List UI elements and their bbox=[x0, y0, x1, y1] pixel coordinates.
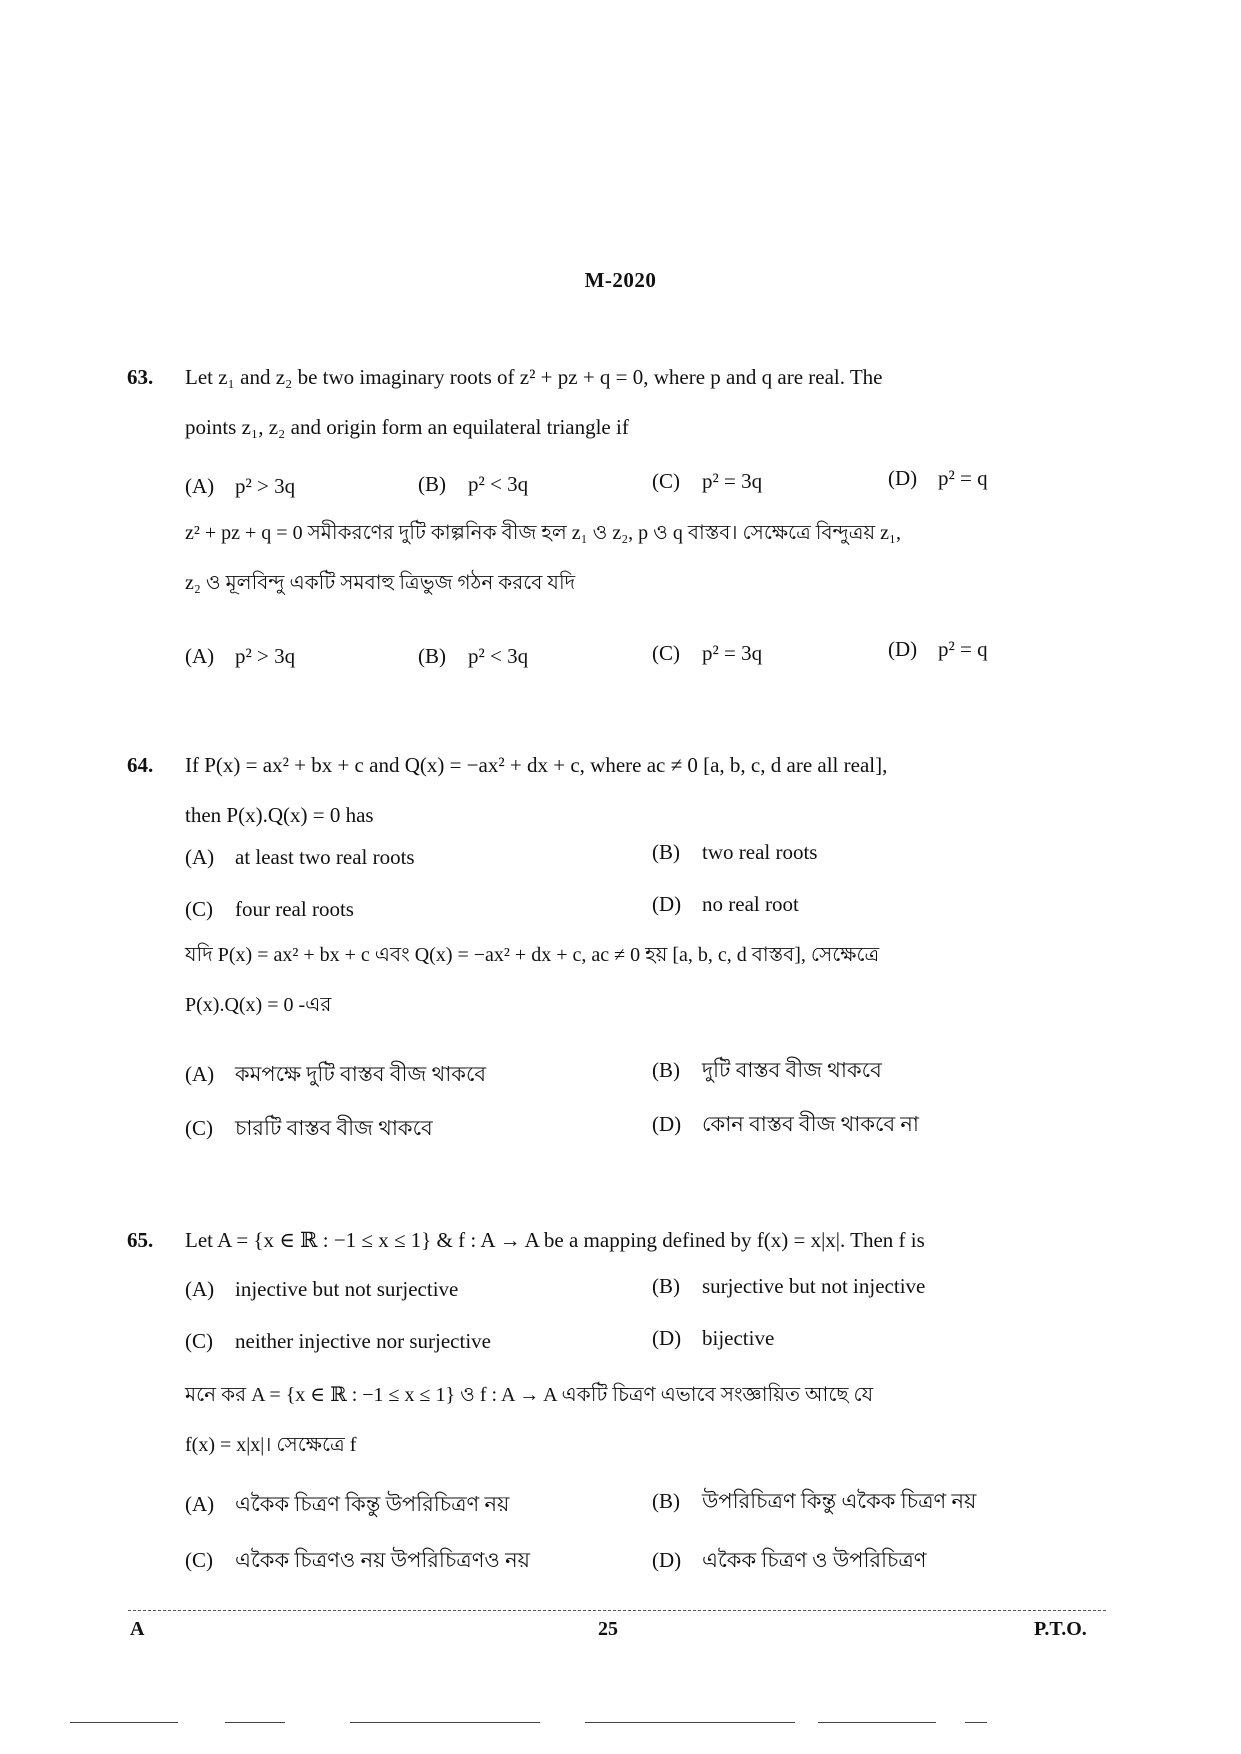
question-line: মনে কর A = {x ∈ ℝ : −1 ≤ x ≤ 1} ও f : A → A একটি চিত্রণ এভাবে সংজ্ঞায়িত আছে যে bbox=[185, 1384, 874, 1406]
question-line: points z₁, z₂ and origin form an equilateral triangle if bbox=[185, 415, 629, 439]
option-b: (B) দুটি বাস্তব বীজ থাকবে bbox=[652, 1058, 882, 1082]
question-text-bn bbox=[185, 508, 1085, 608]
option-c: (C) p² = 3q bbox=[652, 469, 763, 493]
scan-line bbox=[225, 1722, 285, 1723]
option-d: (D) p² = q bbox=[888, 637, 988, 661]
footer-divider bbox=[128, 1610, 1106, 1611]
question-line: If P(x) = ax² + bx + c and Q(x) = −ax² + dx + c, where ac ≠ 0 [a, b, c, d are all real], bbox=[185, 753, 888, 777]
page-number: 25 bbox=[598, 1618, 618, 1640]
question-text-en bbox=[185, 352, 1085, 452]
option-a: (A) কমপক্ষে দুটি বাস্তব বীজ থাকবে bbox=[185, 1062, 487, 1086]
question-line: Let A = {x ∈ ℝ : −1 ≤ x ≤ 1} & f : A → A be a mapping defined by f(x) = x|x|. Then f is bbox=[185, 1228, 925, 1252]
footer-right: P.T.O. bbox=[1034, 1618, 1087, 1640]
option-c: (C) চারটি বাস্তব বীজ থাকবে bbox=[185, 1116, 433, 1140]
question-line: f(x) = x|x|। সেক্ষেত্রে f bbox=[185, 1434, 357, 1456]
option-d: (D) কোন বাস্তব বীজ থাকবে না bbox=[652, 1112, 920, 1136]
option-a: (A) p² > 3q bbox=[185, 474, 296, 498]
question-text-en bbox=[185, 1215, 1085, 1265]
option-d: (D) p² = q bbox=[888, 466, 988, 490]
option-b: (B) p² < 3q bbox=[418, 644, 529, 668]
option-b: (B) two real roots bbox=[652, 840, 818, 864]
option-d: (D) no real root bbox=[652, 892, 799, 916]
question-text-bn bbox=[185, 930, 1085, 1030]
scan-line bbox=[70, 1722, 178, 1723]
question-line: z₂ ও মূলবিন্দু একটি সমবাহু ত্রিভুজ গঠন করবে যদি bbox=[185, 572, 576, 594]
scan-line bbox=[585, 1722, 795, 1723]
option-a: (A) at least two real roots bbox=[185, 845, 415, 869]
question-line: P(x).Q(x) = 0 -এর bbox=[185, 994, 332, 1016]
option-b: (B) উপরিচিত্রণ কিন্তু একৈক চিত্রণ নয় bbox=[652, 1489, 977, 1513]
scan-line bbox=[965, 1722, 987, 1723]
option-b: (B) p² < 3q bbox=[418, 472, 529, 496]
question-number: 64. bbox=[127, 753, 154, 777]
page-header: M-2020 bbox=[584, 268, 657, 292]
option-a: (A) injective but not surjective bbox=[185, 1277, 459, 1301]
question-line: then P(x).Q(x) = 0 has bbox=[185, 803, 374, 827]
scan-line bbox=[350, 1722, 540, 1723]
option-c: (C) একৈক চিত্রণও নয় উপরিচিত্রণও নয় bbox=[185, 1548, 531, 1572]
option-c: (C) neither injective nor surjective bbox=[185, 1329, 491, 1353]
option-d: (D) একৈক চিত্রণ ও উপরিচিত্রণ bbox=[652, 1548, 927, 1572]
question-number: 65. bbox=[127, 1228, 154, 1252]
question-line: Let z₁ and z₂ be two imaginary roots of z² + pz + q = 0, where p and q are real. The bbox=[185, 365, 883, 389]
question-line: z² + pz + q = 0 সমীকরণের দুটি কাল্পনিক বীজ হল z₁ ও z₂, p ও q বাস্তব। সেক্ষেত্রে বিন্দুত্রয় z₁, bbox=[185, 522, 902, 544]
option-c: (C) four real roots bbox=[185, 897, 354, 921]
question-text-en bbox=[185, 740, 1085, 840]
scan-line bbox=[818, 1722, 936, 1723]
option-b: (B) surjective but not injective bbox=[652, 1274, 926, 1298]
option-a: (A) একৈক চিত্রণ কিন্তু উপরিচিত্রণ নয় bbox=[185, 1492, 510, 1516]
option-c: (C) p² = 3q bbox=[652, 641, 763, 665]
question-line: যদি P(x) = ax² + bx + c এবং Q(x) = −ax² + dx + c, ac ≠ 0 হয় [a, b, c, d বাস্তব], সেক্ষেত্রে bbox=[185, 944, 880, 966]
option-d: (D) bijective bbox=[652, 1326, 775, 1350]
question-text-bn bbox=[185, 1370, 1085, 1470]
question-number: 63. bbox=[127, 365, 154, 389]
option-a: (A) p² > 3q bbox=[185, 644, 296, 668]
footer-left: A bbox=[130, 1618, 145, 1640]
